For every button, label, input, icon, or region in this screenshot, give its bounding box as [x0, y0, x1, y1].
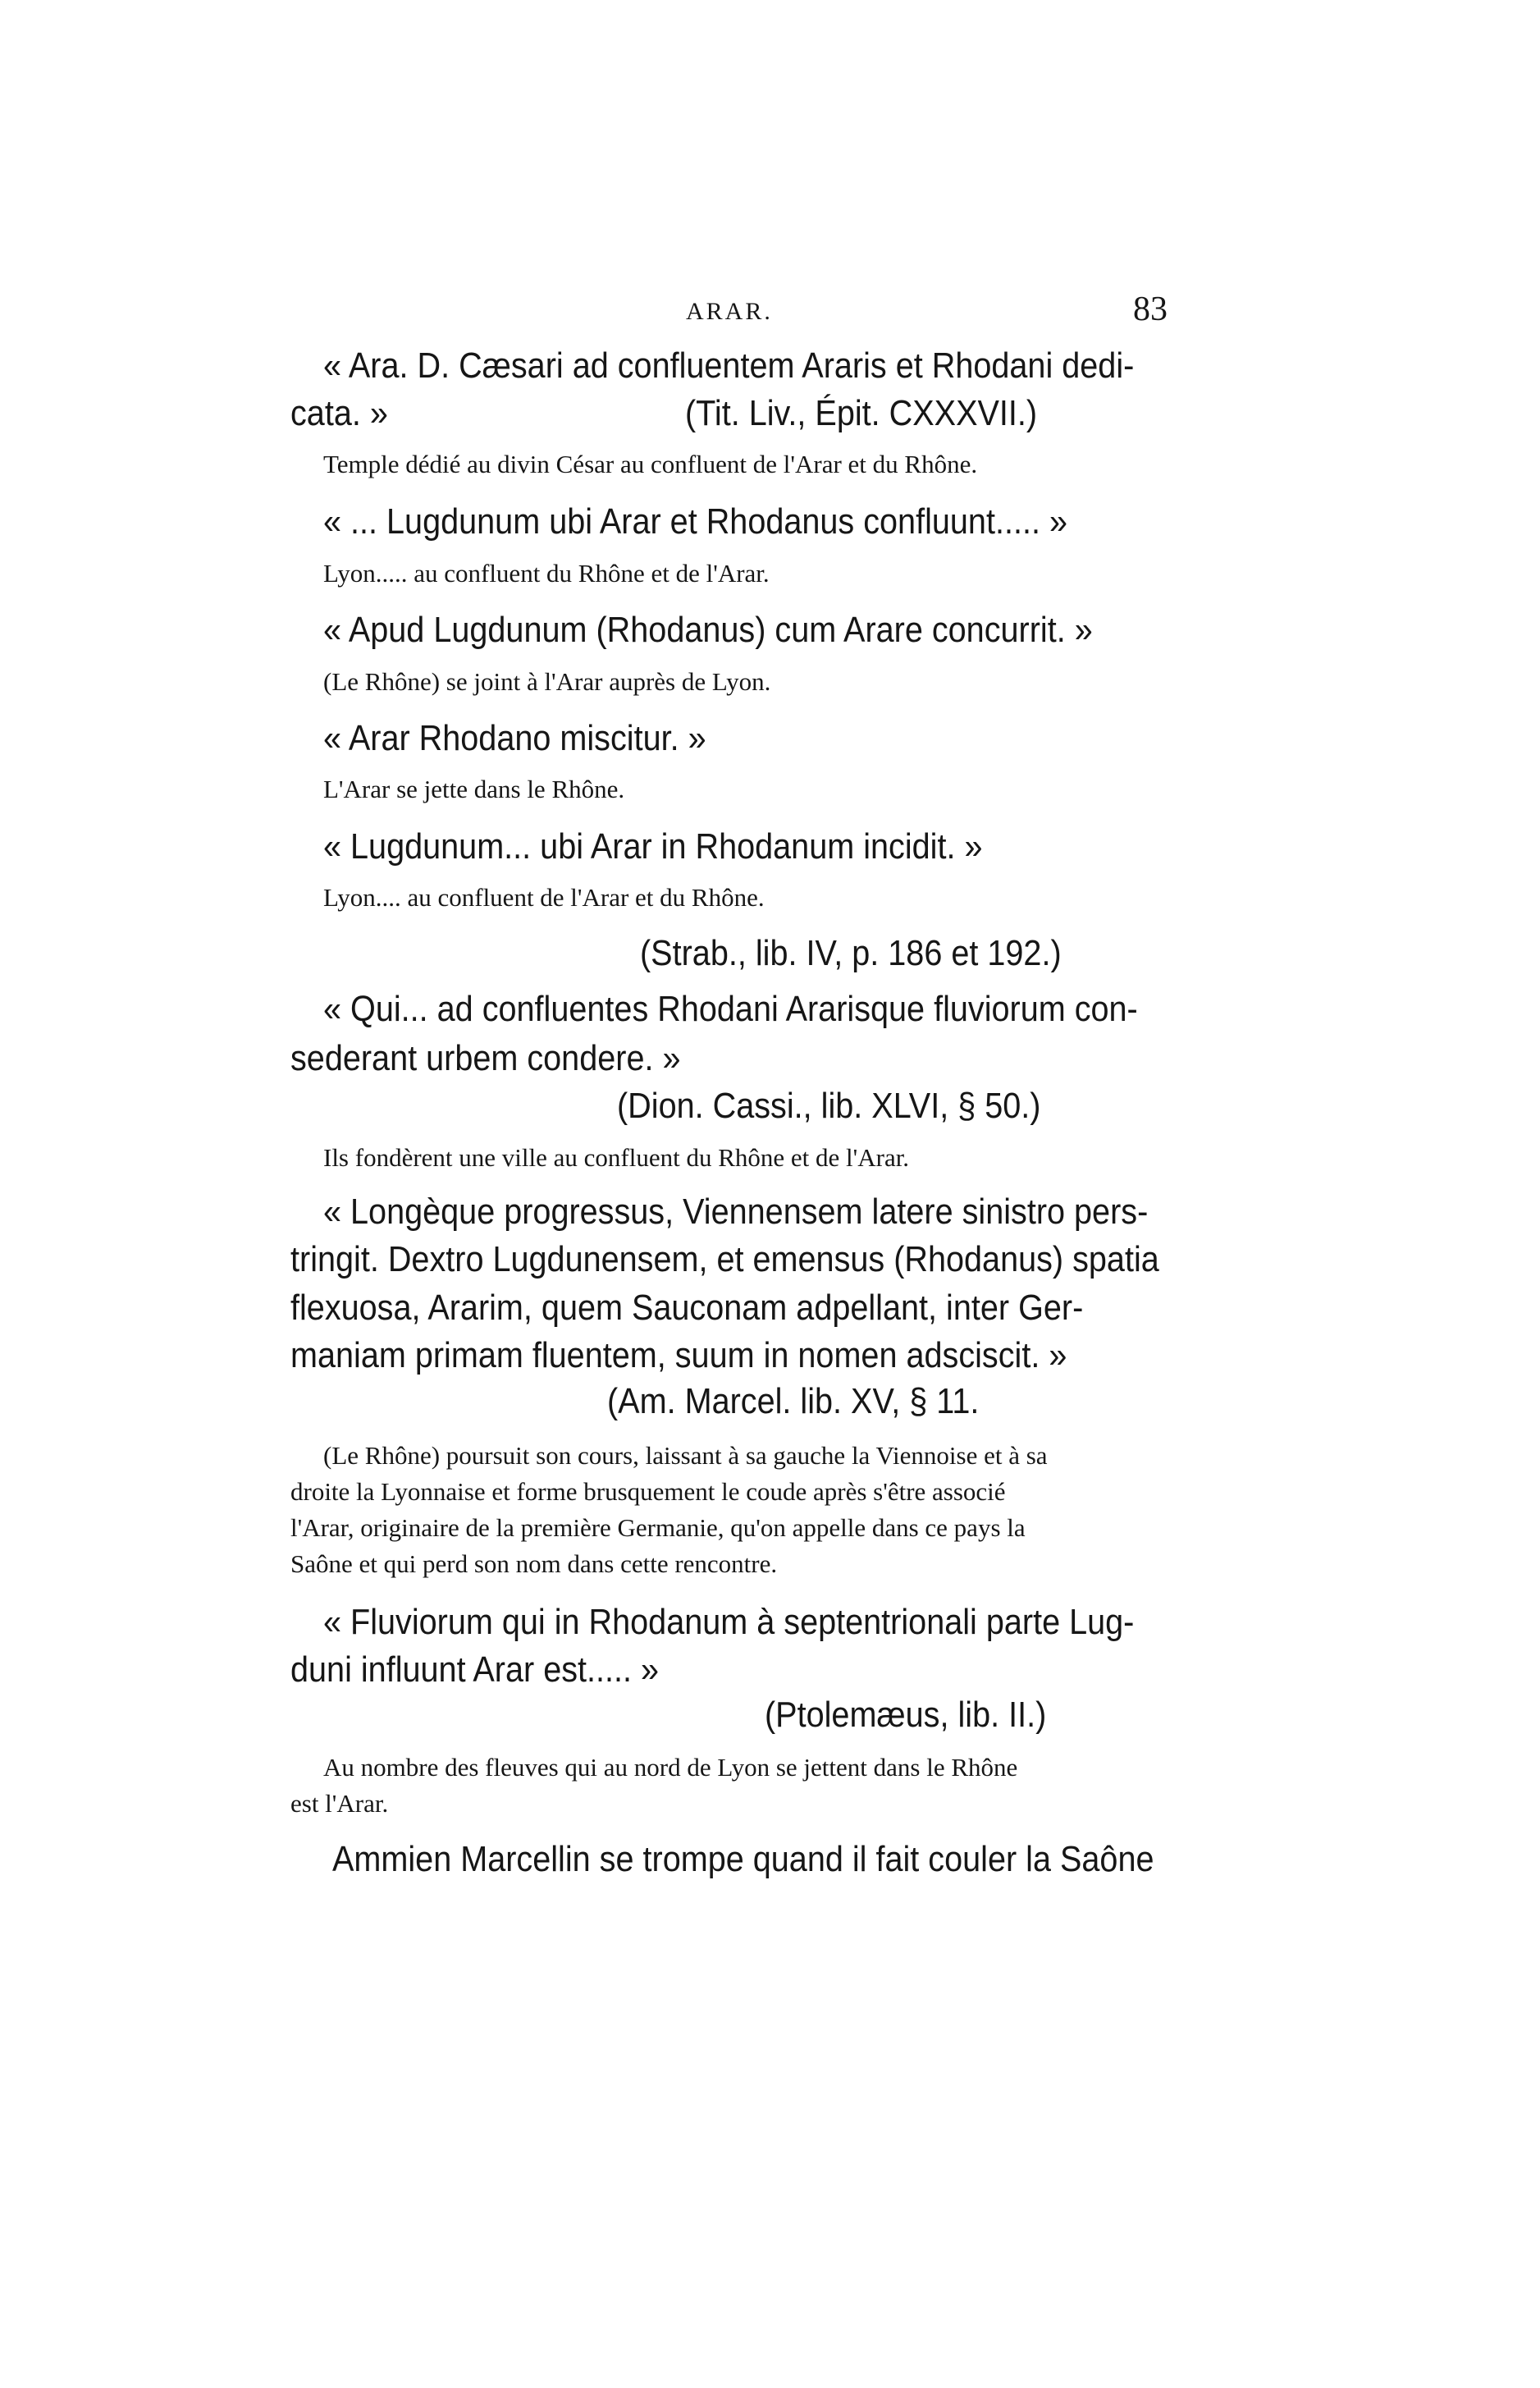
quote-line: « Fluviorum qui in Rhodanum à septentrionali parte Lug- — [323, 1602, 1135, 1642]
translation-line: Au nombre des fleuves qui au nord de Lyon se jettent dans le Rhône — [323, 1753, 1018, 1782]
translation-line: Lyon..... au confluent du Rhône et de l'Arar. — [323, 559, 770, 588]
translation-line: Ils fondèrent une ville au confluent du Rhône et de l'Arar. — [323, 1143, 910, 1172]
citation: (Ptolemæus, lib. II.) — [765, 1695, 1047, 1735]
quote-line: « Lugdunum... ubi Arar in Rhodanum incidit. » — [323, 826, 983, 867]
citation: (Strab., lib. IV, p. 186 et 192.) — [640, 933, 1062, 973]
translation-line: Lyon.... au confluent de l'Arar et du Rhône. — [323, 883, 765, 912]
translation-line: Temple dédié au divin César au confluent de l'Arar et du Rhône. — [323, 450, 978, 478]
quote-line: « Apud Lugdunum (Rhodanus) cum Arare concurrit. » — [323, 610, 1093, 650]
quote-line: flexuosa, Ararim, quem Sauconam adpellant, inter Ger- — [290, 1288, 1084, 1328]
quote-line: « Longèque progressus, Viennensem latere sinistro pers- — [323, 1192, 1149, 1232]
quote-line: « Ara. D. Cæsari ad confluentem Araris et Rhodani dedi- — [323, 345, 1135, 386]
citation: (Dion. Cassi., lib. XLVI, § 50.) — [617, 1086, 1041, 1126]
quote-line: cata. » — [290, 393, 388, 433]
translation-line: droite la Lyonnaise et forme brusquement le coude après s'être associé — [290, 1477, 1006, 1506]
quote-line: sederant urbem condere. » — [290, 1038, 681, 1078]
quote-line: maniam primam fluentem, suum in nomen adsciscit. » — [290, 1335, 1067, 1375]
quote-line: « Arar Rhodano miscitur. » — [323, 718, 706, 758]
translation-line: est l'Arar. — [290, 1789, 389, 1818]
body-text-line: Ammien Marcellin se trompe quand il fait couler la Saône — [332, 1839, 1154, 1879]
translation-line: l'Arar, originaire de la première Germanie, qu'on appelle dans ce pays la — [290, 1513, 1026, 1542]
running-header: ARAR. — [686, 298, 773, 325]
page-number: 83 — [1133, 290, 1168, 328]
translation-line: Saône et qui perd son nom dans cette rencontre. — [290, 1549, 778, 1578]
quote-line: « Qui... ad confluentes Rhodani Ararisque fluviorum con- — [323, 989, 1138, 1029]
quote-line: « ... Lugdunum ubi Arar et Rhodanus confluunt..... » — [323, 501, 1068, 542]
translation-line: L'Arar se jette dans le Rhône. — [323, 775, 625, 803]
translation-line: (Le Rhône) se joint à l'Arar auprès de Lyon. — [323, 667, 771, 696]
citation: (Tit. Liv., Épit. CXXXVII.) — [685, 393, 1038, 433]
quote-line: duni influunt Arar est..... » — [290, 1649, 660, 1690]
quote-line: tringit. Dextro Lugdunensem, et emensus (Rhodanus) spatia — [290, 1239, 1159, 1279]
citation: (Am. Marcel. lib. XV, § 11. — [607, 1381, 980, 1421]
translation-line: (Le Rhône) poursuit son cours, laissant à sa gauche la Viennoise et à sa — [323, 1441, 1048, 1470]
